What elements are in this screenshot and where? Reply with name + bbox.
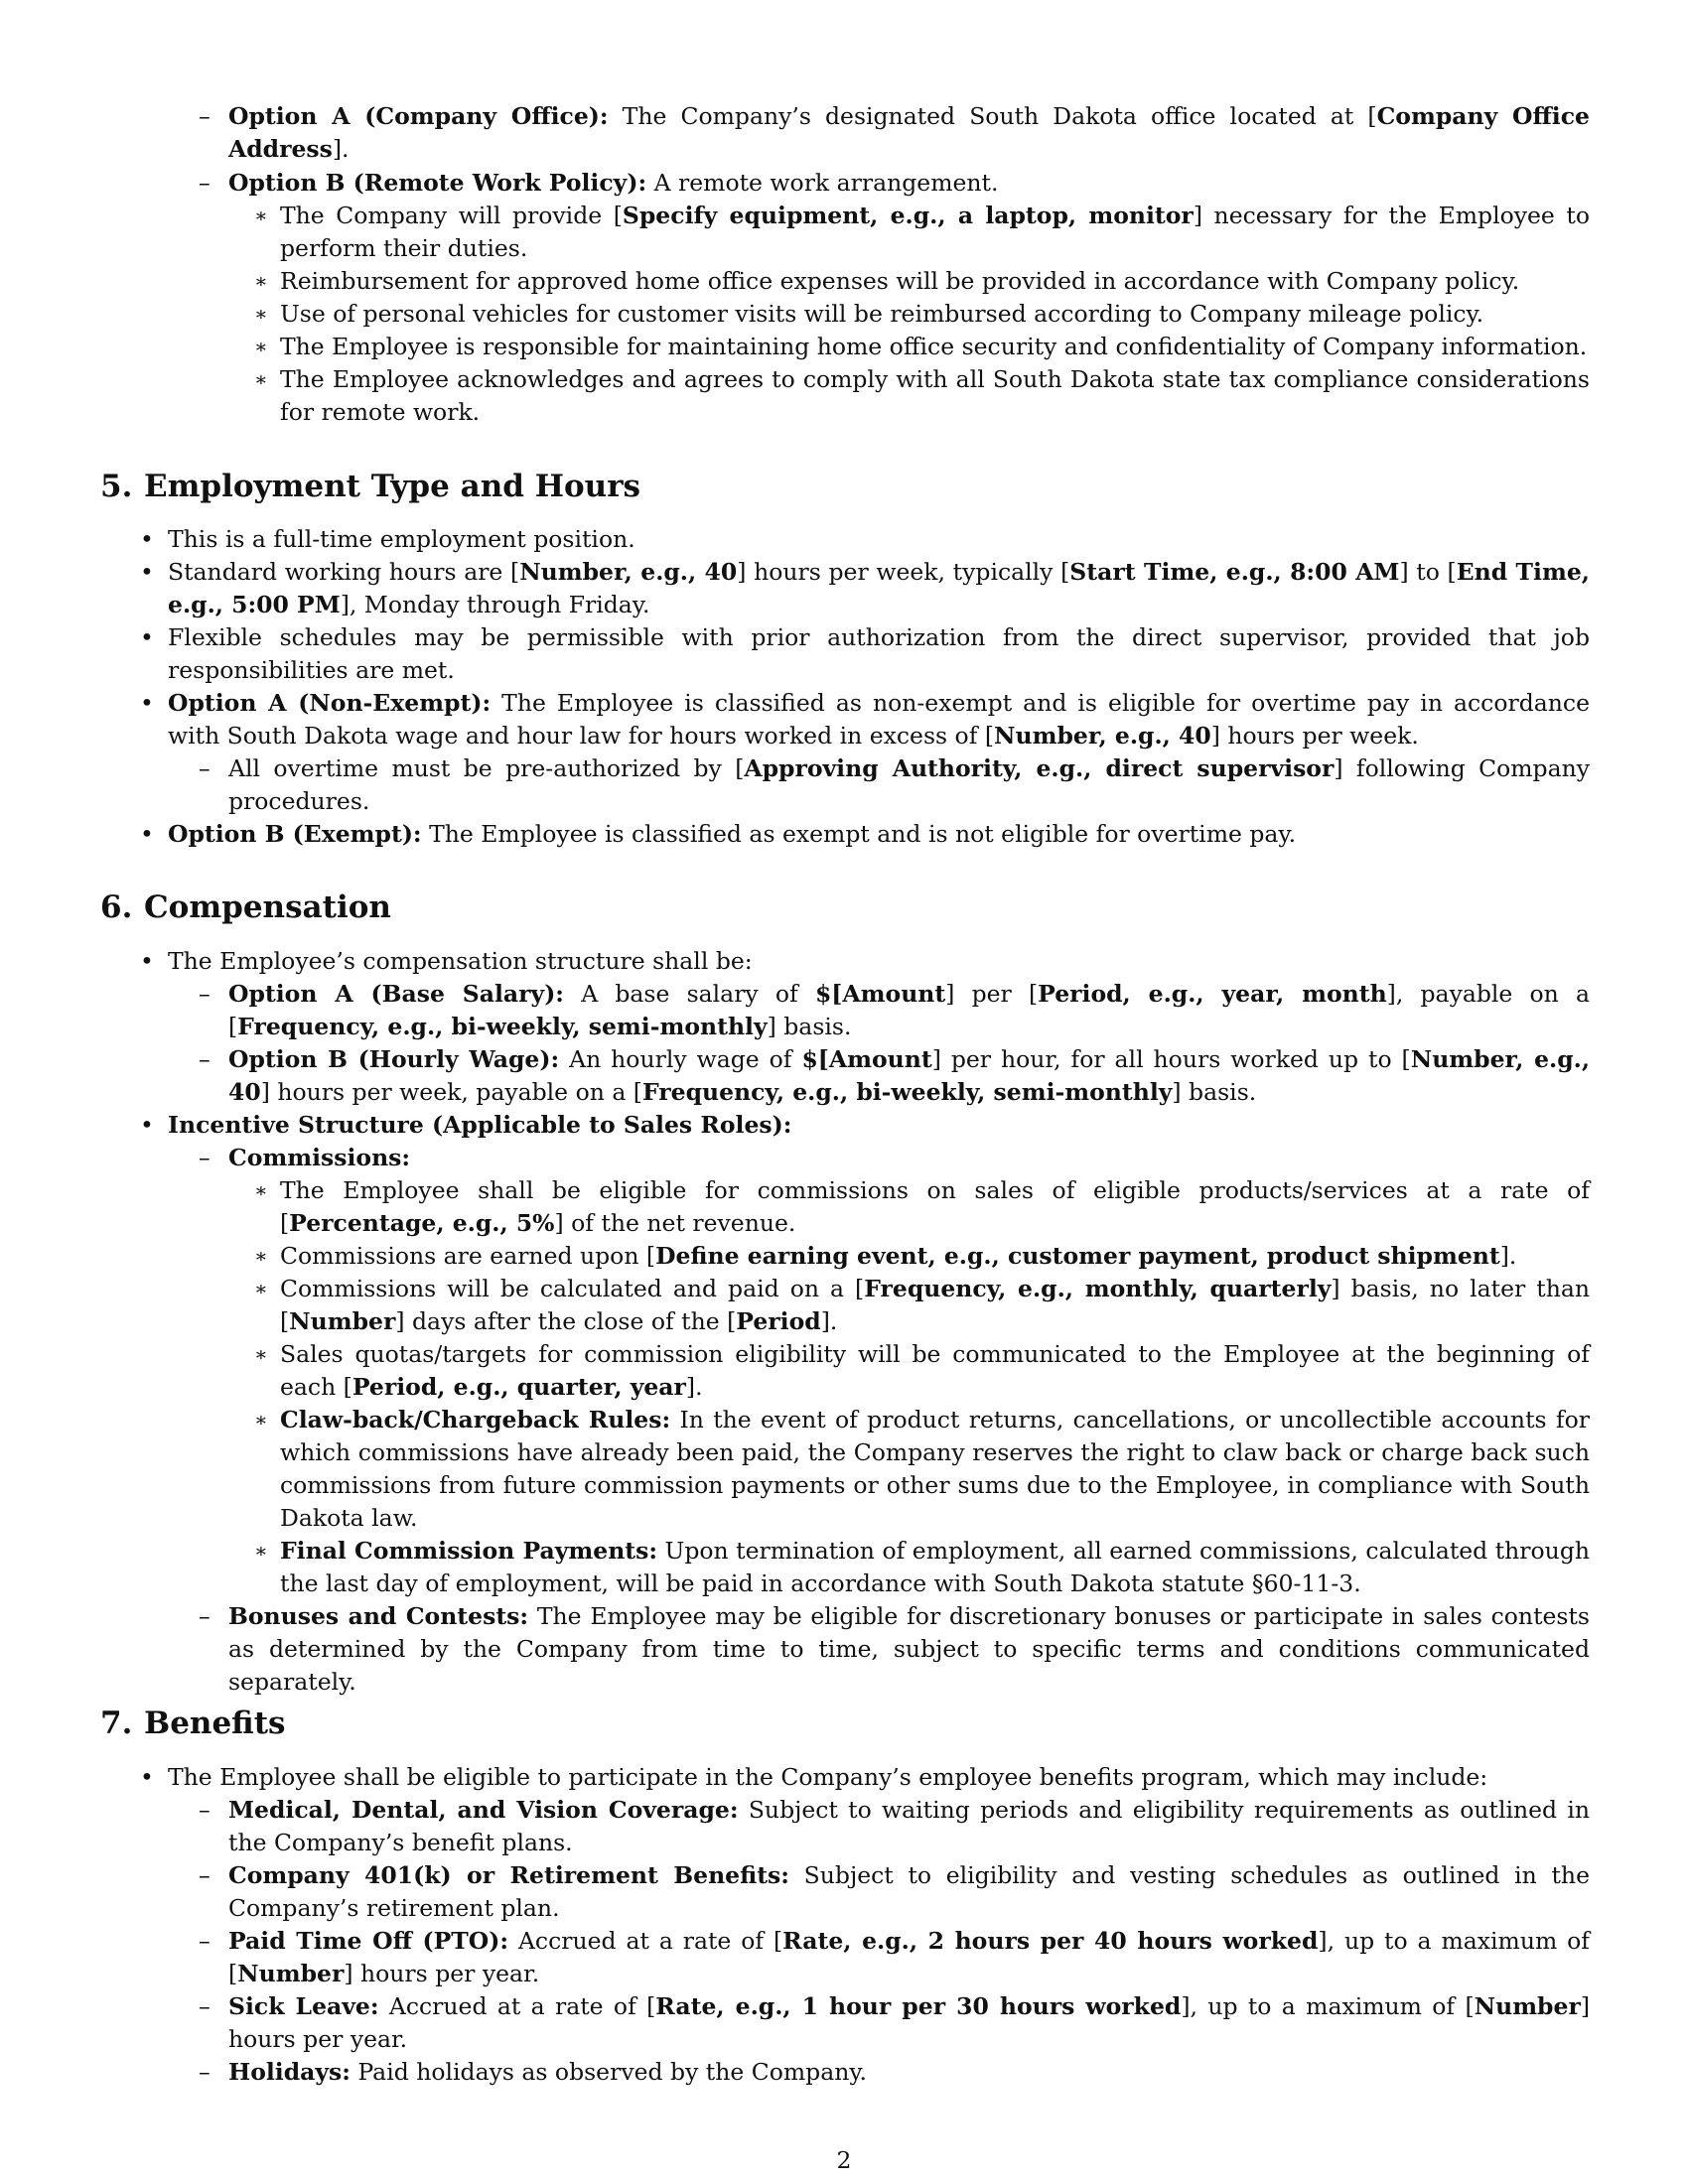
bullet-marker: • <box>140 947 154 975</box>
star-marker: ∗ <box>254 1408 268 1432</box>
star-marker: ∗ <box>254 1342 268 1366</box>
star-marker: ∗ <box>254 367 268 391</box>
dash-marker: – <box>199 2058 211 2086</box>
list-item-non-exempt: • Option A (Non-Exempt): The Employee is classified as non-exempt and is eligible for overtime pay in accordance with South Dakota wage and hour law for hours worked in excess of [Number, e.g., 40] hours per week. <box>140 689 1590 750</box>
star-marker: ∗ <box>254 1277 268 1300</box>
commission-rate: ∗ The Employee shall be eligible for commissions on sales of eligible products/services at a rate of [Percentage, e.g., 5%] of the net revenue. <box>254 1176 1590 1237</box>
section-number: 5. <box>100 469 133 504</box>
star-marker: ∗ <box>254 1539 268 1563</box>
list-item-overtime-preauth: – All overtime must be pre-authorized by [Approving Authority, e.g., direct supervisor] following Company procedures. <box>199 754 1590 815</box>
commission-final-payments: ∗ Final Commission Payments: Upon termination of employment, all earned commissions, calculated through the last day of employment, will be paid in accordance with South Dakota statute §60-11-3. <box>254 1537 1590 1597</box>
option-label: Final Commission Payments: <box>280 1537 658 1565</box>
list-item: • The Employee shall be eligible to participate in the Company’s employee benefits program, which may include: <box>168 1761 1590 1794</box>
dash-marker: – <box>199 169 211 197</box>
option-b-remote-work: – Option B (Remote Work Policy): A remote work arrangement. <box>228 167 1590 200</box>
dash-marker: – <box>199 1861 211 1889</box>
bullet-marker: • <box>140 558 154 586</box>
section-heading-compensation <box>100 887 391 927</box>
page-number: 2 <box>836 2146 852 2174</box>
list-item-commissions: – Commissions: <box>228 1142 1590 1174</box>
remote-sub-equipment: ∗ The Company will provide [Specify equipment, e.g., a laptop, monitor] necessary for the Employee to perform their duties. <box>254 202 1590 262</box>
section-title: Benefits <box>144 1706 286 1741</box>
benefit-medical: – Medical, Dental, and Vision Coverage: Subject to waiting periods and eligibility requirements as outlined in the Company’s benefit plans. <box>199 1796 1591 1856</box>
benefit-holidays: – Holidays: Paid holidays as observed by the Company. <box>228 2056 1590 2089</box>
option-label: Option A (Base Salary): <box>228 980 564 1008</box>
option-label: Medical, Dental, and Vision Coverage: <box>228 1796 739 1824</box>
benefit-pto: – Paid Time Off (PTO): Accrued at a rate of [Rate, e.g., 2 hours per 40 hours worked], up to a maximum of [Number] hours per year. <box>199 1927 1590 1987</box>
bullet-marker: • <box>140 820 154 848</box>
remote-sub-reimbursement: ∗ Reimbursement for approved home office expenses will be provided in accordance with Company policy. <box>280 265 1590 298</box>
dash-marker: – <box>199 102 211 130</box>
star-marker: ∗ <box>254 302 268 326</box>
section-title: Compensation <box>144 889 391 925</box>
dash-marker: – <box>199 980 211 1008</box>
bullet-marker: • <box>140 1763 154 1791</box>
commission-payment-frequency: ∗ Commissions will be calculated and paid on a [Frequency, e.g., monthly, quarterly] basis, no later than [Number] days after the close of the [Period]. <box>254 1275 1590 1335</box>
star-marker: ∗ <box>254 1244 268 1268</box>
option-label: Bonuses and Contests: <box>228 1602 529 1630</box>
option-label: Option B (Hourly Wage): <box>228 1045 560 1073</box>
option-a-base-salary: – Option A (Base Salary): A base salary of $[Amount] per [Period, e.g., year, month], payable on a [Frequency, e.g., bi-weekly, semi-monthly] basis. <box>199 980 1591 1040</box>
option-label: Option B (Remote Work Policy): <box>228 169 647 197</box>
section-heading-benefits <box>100 1704 286 1743</box>
option-label: Option B (Exempt): <box>168 820 422 848</box>
list-item: • This is a full-time employment position. <box>168 523 1590 556</box>
commission-clawback: ∗ Claw-back/Chargeback Rules: In the event of product returns, cancellations, or uncollectible accounts for which commissions have already been paid, the Company reserves the right to claw back or charge back such commissions from future commission payments or other sums due to the Employee, in compliance with South Dakota law. <box>254 1406 1590 1532</box>
option-label: Paid Time Off (PTO): <box>228 1927 509 1955</box>
option-label: Claw-back/Chargeback Rules: <box>280 1406 671 1433</box>
bonuses-and-contests: – Bonuses and Contests: The Employee may be eligible for discretionary bonuses or participate in sales contests as determined by the Company from time to time, subject to specific terms and conditions communicated separately. <box>199 1602 1590 1696</box>
star-marker: ∗ <box>254 269 268 293</box>
section-number: 6. <box>100 889 133 925</box>
option-b-hourly-wage: – Option B (Hourly Wage): An hourly wage of $[Amount] per hour, for all hours worked up to [Number, e.g., 40] hours per week, payable on a [Frequency, e.g., bi-weekly, semi-monthly] basis. <box>199 1045 1591 1106</box>
section-heading-employment-type <box>100 467 640 506</box>
section-title: Employment Type and Hours <box>144 469 640 504</box>
option-label: Holidays: <box>228 2058 351 2086</box>
list-item-incentive: • Incentive Structure (Applicable to Sales Roles): <box>168 1109 1590 1142</box>
list-item-working-hours: • Standard working hours are [Number, e.g., 40] hours per week, typically [Start Time, e.g., 8:00 AM] to [End Time, e.g., 5:00 PM], Monday through Friday. <box>140 558 1590 618</box>
remote-sub-security: ∗ The Employee is responsible for maintaining home office security and confidentiality of Company information. <box>280 331 1590 363</box>
dash-marker: – <box>199 1045 211 1073</box>
bullet-marker: • <box>140 623 154 651</box>
star-marker: ∗ <box>254 335 268 358</box>
commission-earning-event: ∗ Commissions are earned upon [Define earning event, e.g., customer payment, product shipment]. <box>280 1240 1590 1273</box>
option-a-company-office: – Option A (Company Office): The Company’s designated South Dakota office located at [Company Office Address]. <box>199 102 1590 163</box>
list-item: • The Employee’s compensation structure shall be: <box>168 945 1590 978</box>
option-label: Company 401(k) or Retirement Benefits: <box>228 1861 789 1889</box>
option-label: Sick Leave: <box>228 1992 379 2020</box>
dash-marker: – <box>199 1602 211 1630</box>
dash-marker: – <box>199 1796 211 1824</box>
bullet-marker: • <box>140 689 154 717</box>
star-marker: ∗ <box>254 1178 268 1202</box>
dash-marker: – <box>199 1144 211 1171</box>
star-marker: ∗ <box>254 204 268 227</box>
option-label: Option A (Non-Exempt): <box>168 689 492 717</box>
remote-sub-vehicles: ∗ Use of personal vehicles for customer visits will be reimbursed according to Company mileage policy. <box>280 298 1590 331</box>
option-label: Option A (Company Office): <box>228 102 609 130</box>
list-item-exempt: • Option B (Exempt): The Employee is classified as exempt and is not eligible for overtime pay. <box>168 818 1590 851</box>
bullet-marker: • <box>140 525 154 553</box>
benefit-sick-leave: – Sick Leave: Accrued at a rate of [Rate, e.g., 1 hour per 30 hours worked], up to a maximum of [Number] hours per year. <box>199 1992 1590 2053</box>
section-number: 7. <box>100 1706 133 1741</box>
bullet-marker: • <box>140 1111 154 1139</box>
commission-quotas: ∗ Sales quotas/targets for commission eligibility will be communicated to the Employee at the beginning of each [Period, e.g., quarter, year]. <box>254 1340 1590 1401</box>
remote-sub-tax: ∗ The Employee acknowledges and agrees to comply with all South Dakota state tax compliance considerations for remote work. <box>254 365 1590 426</box>
dash-marker: – <box>199 1927 211 1955</box>
dash-marker: – <box>199 1992 211 2020</box>
dash-marker: – <box>199 754 211 782</box>
list-item-flexible: • Flexible schedules may be permissible with prior authorization from the direct supervisor, provided that job responsibilities are met. <box>140 623 1590 684</box>
benefit-retirement: – Company 401(k) or Retirement Benefits: Subject to eligibility and vesting schedules as outlined in the Company’s retirement plan. <box>199 1861 1590 1922</box>
